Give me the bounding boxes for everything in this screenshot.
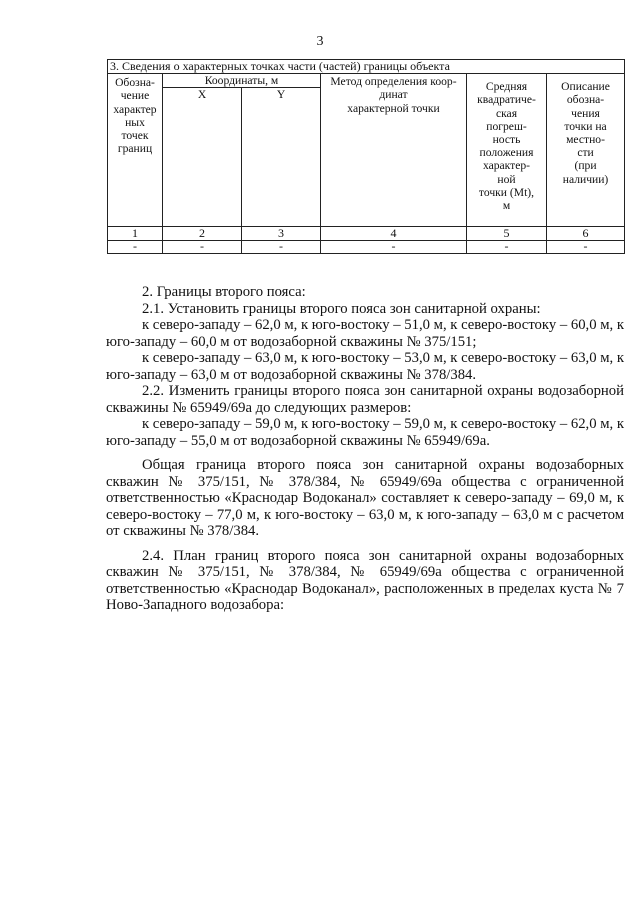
paragraph-section-heading: 2. Границы второго пояса: (142, 284, 306, 300)
paragraph-well-375-151: к северо-западу – 62,0 м, к юго-востоку – 51,0 м, к северо-востоку – 60,0 м, к юго-западу – 60,0 м от водозаборной скважины № 375/151; (106, 317, 624, 350)
boundary-points-table (107, 59, 625, 254)
table-row (108, 241, 625, 254)
table-caption: 3. Сведения о характерных точках части (частей) границы объекта (108, 60, 625, 74)
paragraph-common-boundary: Общая граница второго пояса зон санитарной охраны водозаборных скважин № 375/151, № 378/384, № 65949/69а общества с ограниченной ответственностью «Краснодар Водоканал» составляет к северо-западу – 69,0 м, к северо-востоку – 77,0 м, к юго-востоку – 63,0 м, к юго-западу – 63,0 м с расчетом от скважины № 378/384. (106, 457, 624, 539)
column-numbers-row (108, 227, 625, 241)
table-cell: - (163, 241, 242, 254)
table-cell: - (242, 241, 321, 254)
column-number: 6 (547, 227, 625, 241)
table-cell: - (108, 241, 163, 254)
column-number: 5 (467, 227, 547, 241)
column-number: 2 (163, 227, 242, 241)
column-number: 3 (242, 227, 321, 241)
table-cell: - (547, 241, 625, 254)
header-y: Y (242, 88, 321, 227)
document-body (106, 284, 624, 614)
paragraph-well-65949-69a: к северо-западу – 59,0 м, к юго-востоку – 59,0 м, к северо-востоку – 62,0 м, к юго-западу – 55,0 м от водозаборной скважины № 65949/69а. (106, 416, 624, 449)
header-x: X (163, 88, 242, 227)
page-number: 3 (316, 34, 324, 49)
header-coordinates: Координаты, м (163, 74, 321, 88)
table-cell: - (467, 241, 547, 254)
header-designation: Обозна- чение характер ных точек границ (108, 74, 163, 227)
table-cell: - (321, 241, 467, 254)
paragraph-2-1: 2.1. Установить границы второго пояса зон санитарной охраны: (142, 300, 541, 317)
column-number: 4 (321, 227, 467, 241)
paragraph-well-378-384: к северо-западу – 63,0 м, к юго-востоку – 53,0 м, к северо-востоку – 63,0 м, к юго-западу – 63,0 м от водозаборной скважины № 378/384. (106, 350, 624, 383)
header-mean-error: Средняя квадратиче- ская погреш- ность положения характер- ной точки (Mt), м (467, 74, 547, 227)
column-number: 1 (108, 227, 163, 241)
paragraph-2-2: 2.2. Изменить границы второго пояса зон санитарной охраны водозаборной скважины № 65949/69а до следующих размеров: (106, 383, 624, 416)
paragraph-2-4: 2.4. План границ второго пояса зон санитарной охраны водозаборных скважин № 375/151, № 378/384, № 65949/69а общества с ограниченной ответственностью «Краснодар Водоканал», расположенных в пределах куста № 7 Ново-Западного водозабора: (106, 547, 624, 613)
header-method: Метод определения коор- динат характерной точки (321, 74, 467, 227)
header-description: Описание обозна- чения точки на местно- сти (при наличии) (547, 74, 625, 227)
